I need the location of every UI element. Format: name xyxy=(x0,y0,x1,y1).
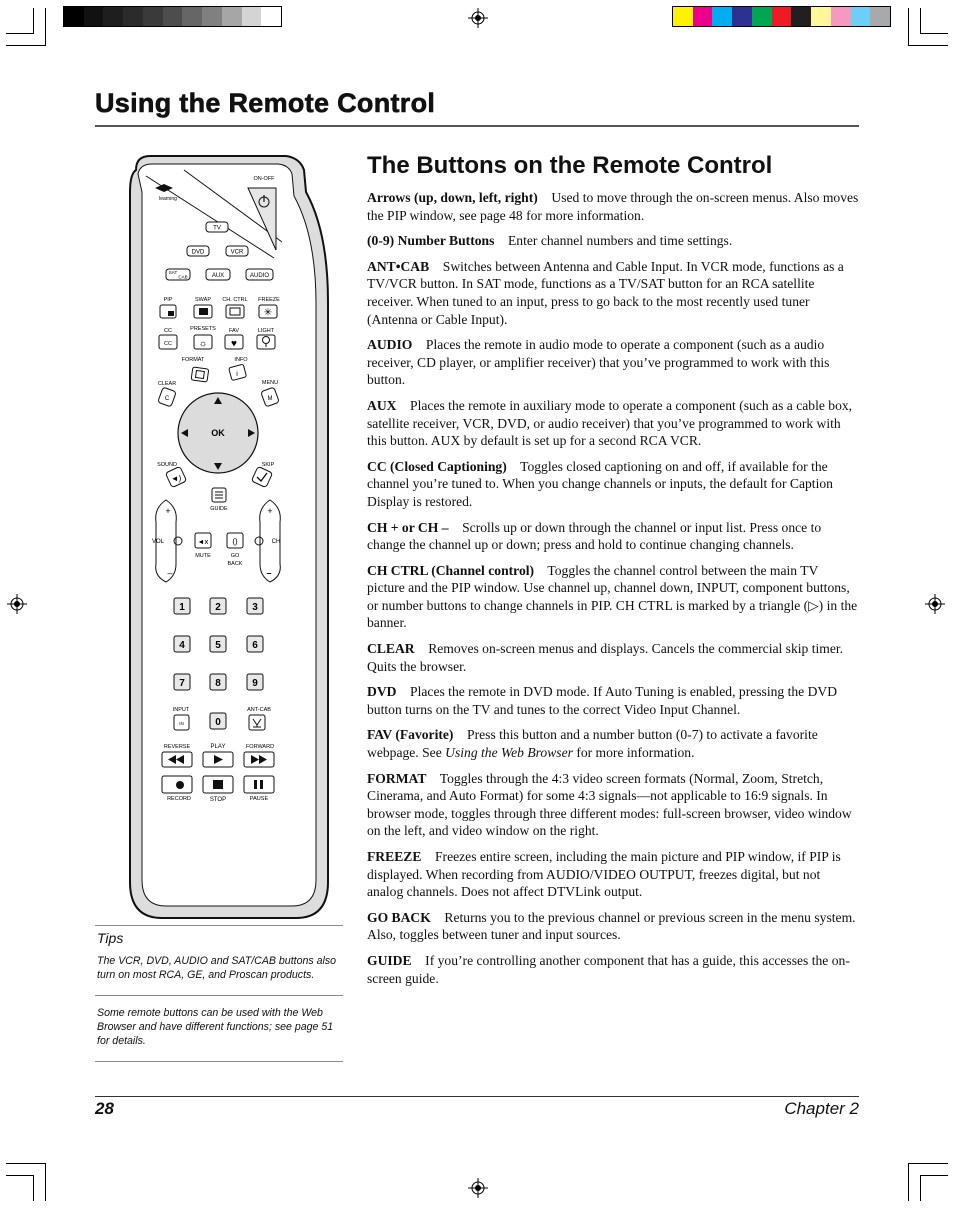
color-swatch xyxy=(693,7,713,26)
color-swatch xyxy=(851,7,871,26)
page-title: Using the Remote Control xyxy=(95,88,436,118)
button-desc-text: Removes on-screen menus and displays. Cancels the commercial skip timer. Quits the browser. xyxy=(367,641,844,674)
pause-icon xyxy=(254,780,257,789)
color-swatch xyxy=(791,7,811,26)
stop-label: STOP xyxy=(209,797,227,803)
sound-icon: ◄) xyxy=(170,474,182,483)
crop-mark xyxy=(45,1163,46,1201)
button-description xyxy=(367,683,859,718)
button-description xyxy=(367,726,859,761)
crop-mark xyxy=(33,1175,34,1201)
button-term: DVD xyxy=(367,684,397,700)
button-desc-text: Scrolls up or down through the channel or input list. Press once to change the channel up or down; press and hold to continue changing channels. xyxy=(367,519,822,553)
grayscale-bar xyxy=(63,6,282,27)
ch-ctrl-label: CH. CTRL xyxy=(222,297,248,303)
tips-rule xyxy=(95,995,343,996)
aux-label: AUX xyxy=(211,273,225,279)
crop-mark xyxy=(920,8,921,34)
button-desc-text: Toggles closed captioning on and off, if available for the channel you’re tuned to. When you change channels or inputs, the default for Caption Display is restored. xyxy=(367,458,833,509)
on-off-label: ON-OFF xyxy=(253,176,275,182)
crop-mark xyxy=(908,1163,948,1164)
button-description xyxy=(367,189,859,224)
button-description xyxy=(367,519,859,554)
button-desc xyxy=(367,641,843,674)
vcr-label: VCR xyxy=(230,249,244,256)
button-desc-text: Toggles through the 4:3 video screen formats (Normal, Zoom, Stretch, Cinerama, and Auto Format) for some 4:3 signals—not applicable to 16:9 signals. In browser mode, toggles through three different modes: full-screen browser, video window on the left, and video window on the right. xyxy=(367,770,852,839)
button-desc-text: Switches between Antenna and Cable Input. In VCR mode, functions as a TV/VCR button. In SAT mode, functions as a TV/SAT button for an RCA satellite receiver. When tuned to an input, press to go back to the most recently used tuner (Antenna or Cable Input). xyxy=(367,258,844,327)
number-key-label: 0 xyxy=(215,717,221,728)
freeze-label: FREEZE xyxy=(258,297,280,303)
title-rule xyxy=(95,125,859,127)
button-desc xyxy=(367,910,856,943)
button-desc-text: Enter channel numbers and time settings. xyxy=(507,233,733,249)
color-swatch xyxy=(712,7,732,26)
tip-item: Some remote buttons can be used with the Web Browser and have different functions; see page 51 for details. xyxy=(97,1007,334,1047)
button-desc-text: Places the remote in audio mode to operate a component (such as a audio receiver, CD player, or amplifier receiver) that you’ve programmed to work with this button. xyxy=(367,337,830,388)
cc-key-label: CC xyxy=(164,341,172,347)
stop-icon xyxy=(213,780,223,789)
crop-mark xyxy=(6,1175,33,1176)
section-title: The Buttons on the Remote Control xyxy=(367,152,773,179)
go-label: GO xyxy=(230,553,240,559)
button-desc-text: Press this button and a number button (0-7) to activate a favorite webpage. See xyxy=(367,727,818,761)
color-bar xyxy=(672,6,891,27)
heart-icon: ♥ xyxy=(231,338,237,350)
crop-mark xyxy=(908,8,909,46)
button-desc-text: Freezes entire screen, including the main picture and PIP window, if PIP is displayed. When recording from AUDIO/VIDEO OUTPUT, freezes digital, but not analog channels. Does not affect DTVLink output. xyxy=(367,849,841,900)
number-key-label: 8 xyxy=(215,678,221,689)
crop-mark xyxy=(921,1175,948,1176)
vol-label: VOL xyxy=(151,539,165,545)
button-description xyxy=(367,952,859,987)
gray-swatch xyxy=(84,7,104,26)
color-swatch xyxy=(831,7,851,26)
button-description xyxy=(367,848,859,901)
button-description xyxy=(367,336,859,389)
gray-swatch xyxy=(163,7,183,26)
play-label: PLAY xyxy=(210,744,226,750)
color-swatch xyxy=(673,7,693,26)
audio-label: AUDIO xyxy=(249,273,270,279)
button-desc xyxy=(367,849,841,899)
crop-mark xyxy=(45,8,46,46)
registration-mark-icon xyxy=(468,8,488,28)
button-term: CH + or CH – xyxy=(367,519,449,535)
guide-label: GUIDE xyxy=(210,506,228,512)
pip-label: PIP xyxy=(163,297,173,303)
fav-label: FAV xyxy=(229,328,239,334)
record-icon xyxy=(176,781,184,789)
info-key-label: i xyxy=(236,371,238,378)
crop-mark xyxy=(921,33,948,34)
crop-mark xyxy=(6,45,45,46)
button-description xyxy=(367,909,859,944)
remote-illustration xyxy=(126,152,332,922)
number-key-label: 3 xyxy=(252,602,258,613)
number-key-label: 6 xyxy=(252,640,258,651)
tips-box xyxy=(95,925,343,1062)
dvd-label: DVD xyxy=(191,249,205,256)
gray-swatch xyxy=(261,7,281,26)
chapter-label: Chapter 2 xyxy=(784,1099,859,1118)
vol-plus-label: + xyxy=(165,506,171,516)
tips-rule xyxy=(95,1061,343,1062)
button-term: Arrows (up, down, left, right) xyxy=(367,190,538,205)
button-descriptions xyxy=(367,189,859,995)
button-description xyxy=(367,458,859,511)
pause-button[interactable] xyxy=(244,776,274,793)
format-label: FORMAT xyxy=(181,357,205,363)
go-back-icon: () xyxy=(232,537,238,546)
button-term: AUX xyxy=(367,397,397,413)
back-label: BACK xyxy=(227,561,243,567)
button-desc-text: If you’re controlling another component that has a guide, this accesses the on-screen guide. xyxy=(367,952,850,986)
freeze-icon: ✳ xyxy=(263,307,273,319)
ch-plus-label: + xyxy=(267,506,273,516)
registration-mark-icon xyxy=(468,1178,488,1198)
input-key-label: IN xyxy=(179,721,184,726)
button-term: FAV (Favorite) xyxy=(367,727,454,743)
button-term: CH CTRL (Channel control) xyxy=(367,562,535,578)
button-desc-text: Places the remote in DVD mode. If Auto Tuning is enabled, pressing the DVD button turns on the TV and tunes to the correct Video Input Channel. xyxy=(367,684,838,717)
cab-label: CAB xyxy=(178,274,188,280)
footer-rule xyxy=(95,1096,859,1097)
color-swatch xyxy=(870,7,890,26)
ch-minus-label: – xyxy=(266,568,272,578)
gray-swatch xyxy=(222,7,242,26)
color-swatch xyxy=(811,7,831,26)
button-desc xyxy=(367,337,829,387)
clear-label: CLEAR xyxy=(157,381,177,387)
ok-label[interactable]: OK xyxy=(211,428,225,438)
record-label: RECORD xyxy=(167,796,191,802)
gray-swatch xyxy=(64,7,84,26)
ch-label: CH xyxy=(271,539,281,545)
button-term: CLEAR xyxy=(367,641,415,657)
button-description xyxy=(367,562,859,632)
learning-label: learning xyxy=(159,196,177,202)
button-term: ANT•CAB xyxy=(367,258,430,274)
button-term: (0-9) Number Buttons xyxy=(367,233,495,249)
input-label: INPUT xyxy=(172,707,190,713)
number-key-label: 7 xyxy=(179,678,185,689)
button-desc-emphasis: Using the Web Browser xyxy=(445,745,573,761)
presets-icon: ☼ xyxy=(198,338,208,350)
registration-mark-icon xyxy=(7,594,27,614)
button-description xyxy=(367,770,859,840)
button-desc xyxy=(367,259,844,327)
button-desc-text: Toggles the channel control between the main TV picture and the PIP window. Use channel up, channel down, INPUT, component buttons, or number buttons to change channels in PIP. CH CTRL is marked by a triangle (▷) in the banner. xyxy=(367,562,858,631)
button-desc xyxy=(508,233,732,248)
number-key-label: 5 xyxy=(215,640,221,651)
gray-swatch xyxy=(242,7,262,26)
crop-mark xyxy=(6,1163,45,1164)
tip-item: The VCR, DVD, AUDIO and SAT/CAB buttons also turn on most RCA, GE, and Proscan products. xyxy=(97,955,337,981)
reverse-label: REVERSE xyxy=(163,744,191,750)
page-number: 28 xyxy=(95,1099,114,1118)
menu-key-label: M xyxy=(267,396,273,402)
button-description xyxy=(367,258,859,328)
gray-swatch xyxy=(202,7,222,26)
ant-cab-label: ANT-CAB xyxy=(247,707,271,713)
presets-label: PRESETS xyxy=(190,326,216,332)
color-swatch xyxy=(772,7,792,26)
button-description xyxy=(367,232,859,250)
button-desc xyxy=(367,953,850,986)
clear-key-label: C xyxy=(164,396,170,402)
format-button[interactable] xyxy=(191,367,209,382)
number-key-label: 2 xyxy=(215,602,221,613)
gray-swatch xyxy=(123,7,143,26)
sat-label: SAT xyxy=(168,270,178,275)
button-desc-text: Used to move through the on-screen menus. Also moves the PIP window, see page 48 for more information. xyxy=(367,190,859,223)
cc-label: CC xyxy=(164,328,172,334)
button-term: CC (Closed Captioning) xyxy=(367,458,507,474)
button-desc-tail: for more information. xyxy=(576,745,695,761)
forward-label: FORWARD xyxy=(245,744,275,750)
button-desc xyxy=(367,684,837,717)
gray-swatch xyxy=(143,7,163,26)
color-swatch xyxy=(732,7,752,26)
registration-mark-icon xyxy=(925,594,945,614)
button-description xyxy=(367,397,859,450)
button-desc xyxy=(367,398,852,448)
ant-cab-button[interactable] xyxy=(249,715,265,730)
crop-mark xyxy=(920,1175,921,1201)
gray-swatch xyxy=(182,7,202,26)
button-term: FREEZE xyxy=(367,849,422,864)
number-key-label: 1 xyxy=(179,602,185,613)
light-label: LIGHT xyxy=(257,328,275,334)
button-desc xyxy=(367,771,852,839)
ch-ctrl-button[interactable] xyxy=(226,305,244,318)
tv-label: TV xyxy=(213,225,221,232)
number-key-label: 9 xyxy=(252,678,258,689)
pause-label: PAUSE xyxy=(249,796,269,802)
mute-label: MUTE xyxy=(195,553,211,559)
skip-label: SKIP xyxy=(261,462,275,468)
info-label: INFO xyxy=(234,357,248,363)
vol-minus-label: – xyxy=(167,568,173,578)
tips-label: Tips xyxy=(97,930,124,946)
button-desc-text: Returns you to the previous channel or previous screen in the menu system. Also, toggles between tuner and input sources. xyxy=(367,909,856,943)
color-swatch xyxy=(752,7,772,26)
button-term: GUIDE xyxy=(367,952,412,968)
button-term: FORMAT xyxy=(367,770,427,786)
button-term: AUDIO xyxy=(367,337,413,353)
gray-swatch xyxy=(103,7,123,26)
button-desc-text: Places the remote in auxiliary mode to operate a component (such as a cable box, satellite receiver, VCR, DVD, or audio receiver) that you’ve programmed to work with this button. AUX by default is set up for a second RCA VCR. xyxy=(367,397,853,449)
menu-label: MENU xyxy=(261,380,279,386)
tips-rule xyxy=(95,925,343,926)
crop-mark xyxy=(908,1163,909,1201)
crop-mark xyxy=(908,45,948,46)
sound-label: SOUND xyxy=(157,462,177,468)
number-key-label: 4 xyxy=(179,640,185,651)
button-term: GO BACK xyxy=(367,909,431,925)
crop-mark xyxy=(6,33,33,34)
button-description xyxy=(367,640,859,675)
mute-icon: ◄ⅹ xyxy=(197,539,209,546)
crop-mark xyxy=(33,8,34,34)
swap-label: SWAP xyxy=(195,297,211,303)
